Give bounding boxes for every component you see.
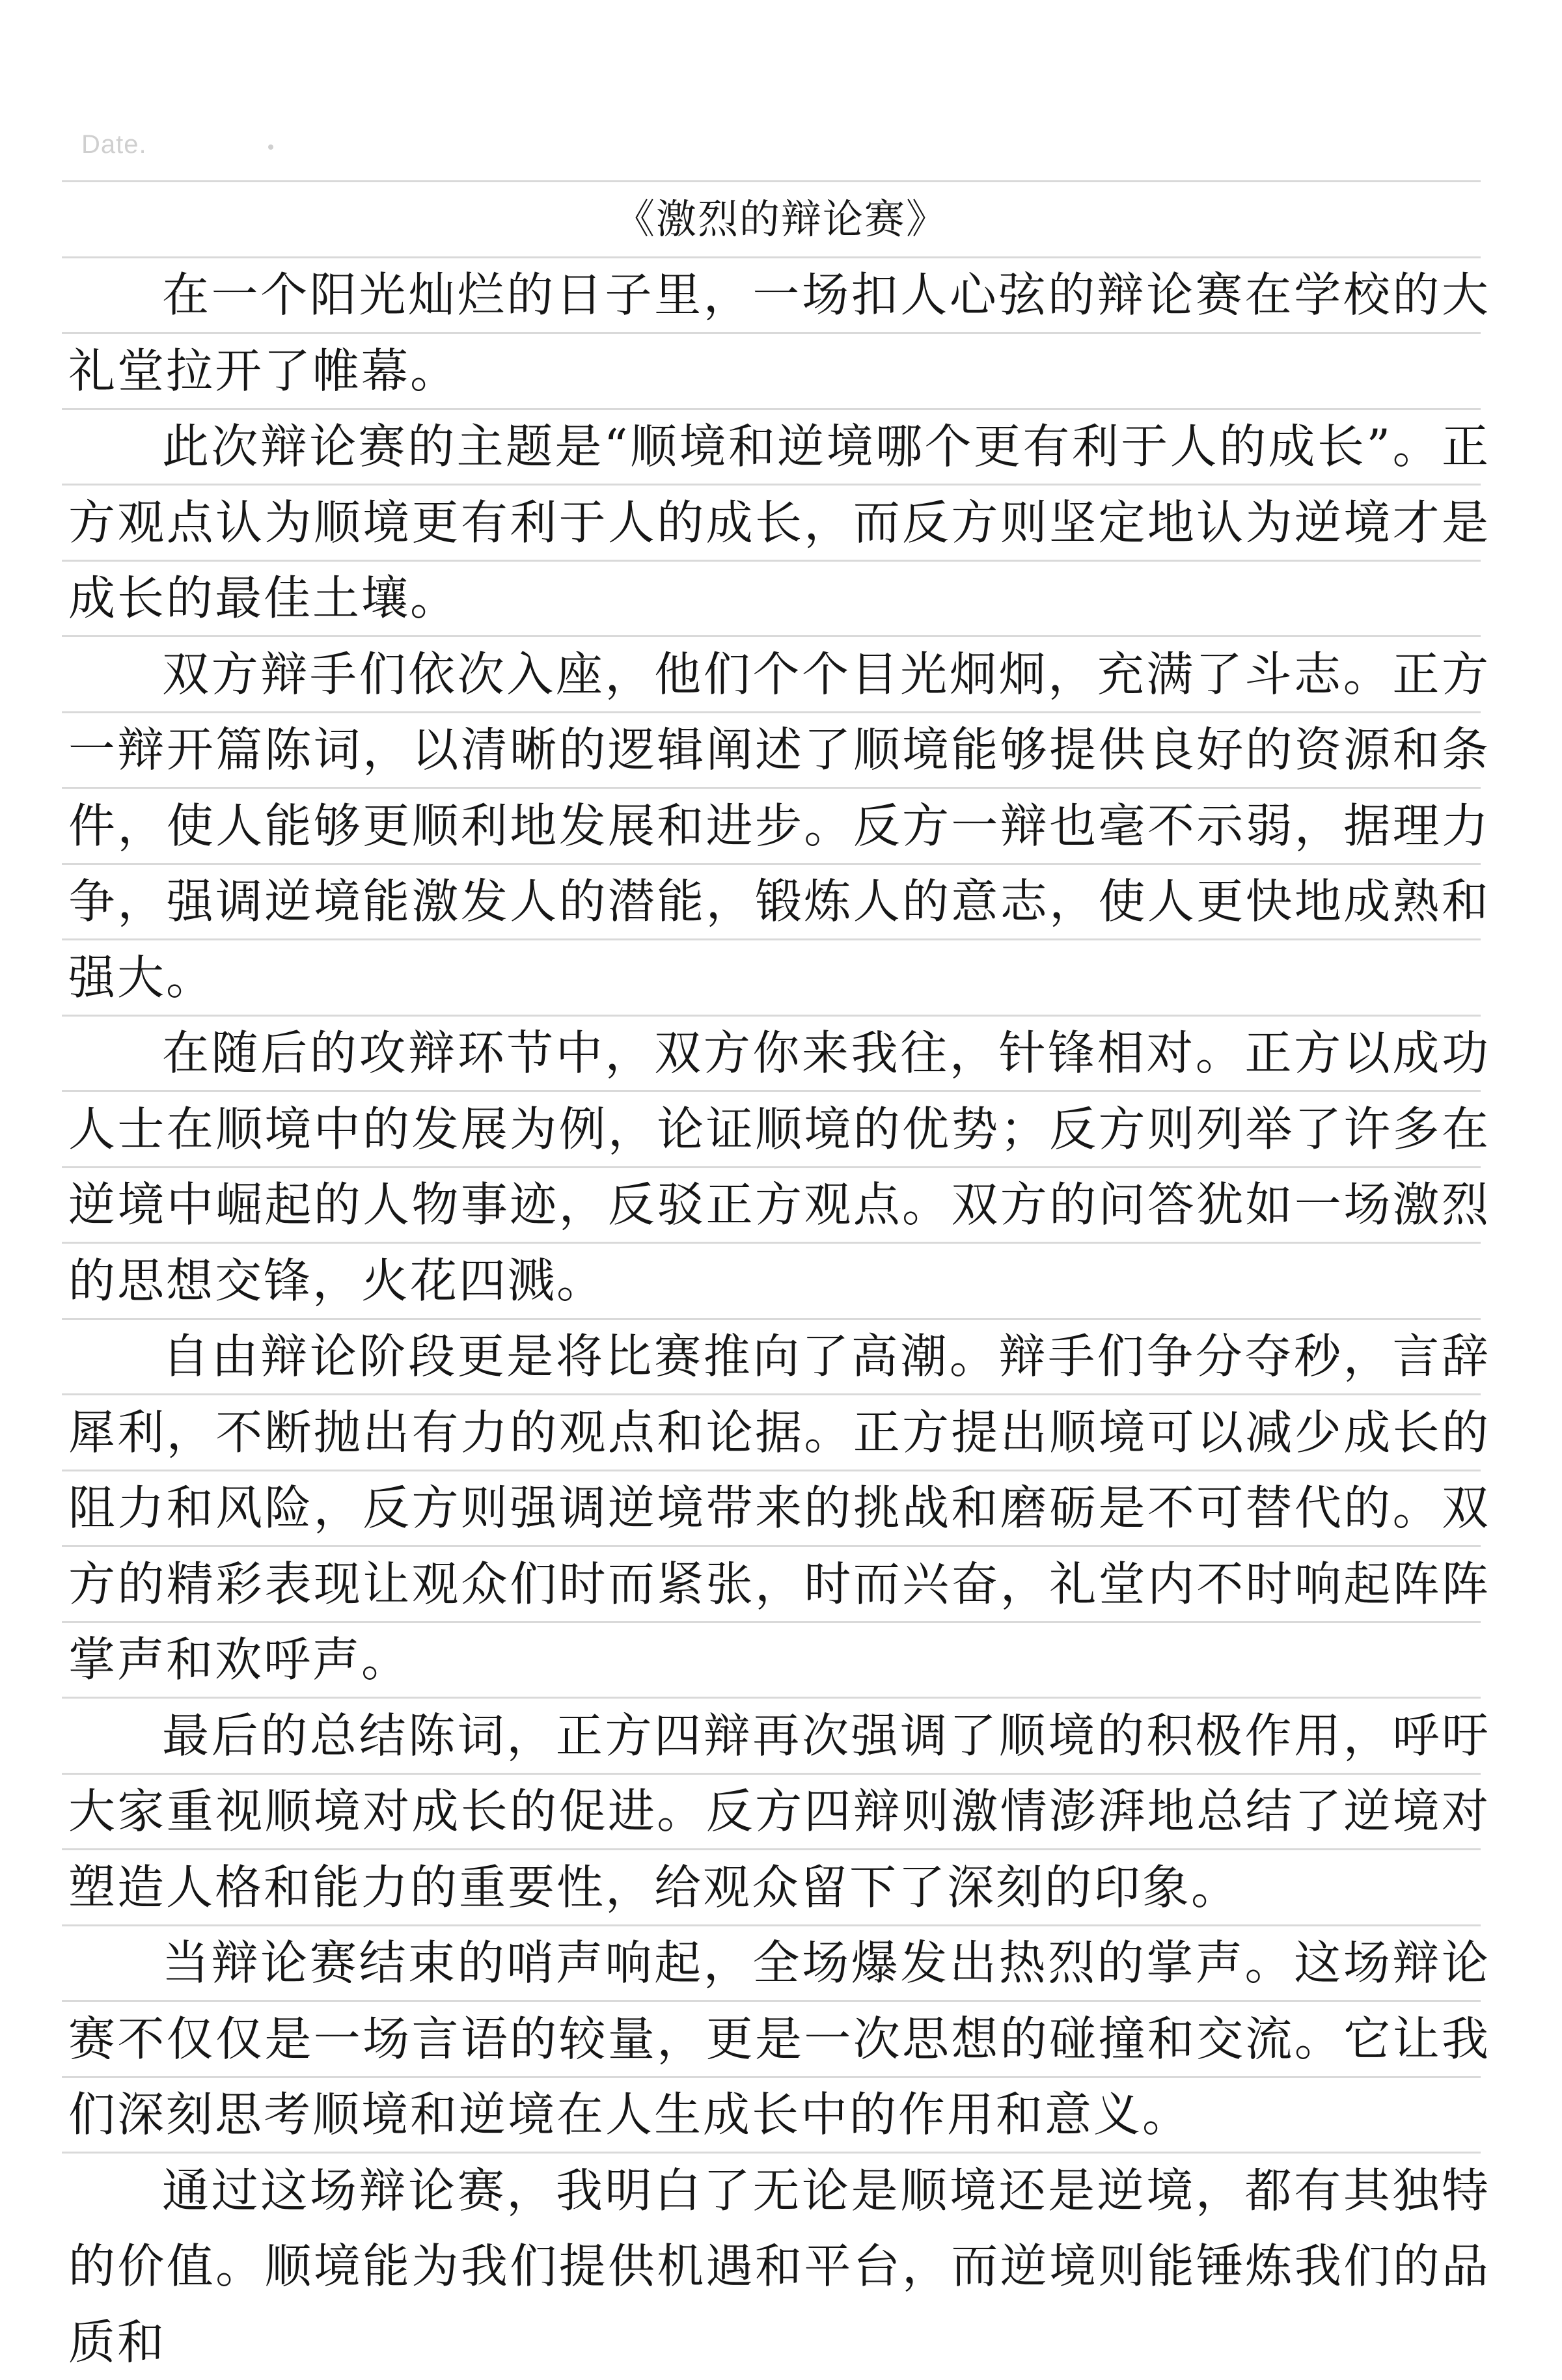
ruled-line [62, 180, 1481, 182]
essay-body [68, 257, 1490, 2380]
paragraph: 通过这场辩论赛，我明白了无论是顺境还是逆境，都有其独特的价值。顺境能为我们提供机遇和平台，而逆境则能锤炼我们的品质和 [68, 2153, 1490, 2380]
essay-title: 《激烈的辩论赛》 [0, 193, 1562, 245]
paragraph: 最后的总结陈词，正方四辩再次强调了顺境的积极作用，呼吁大家重视顺境对成长的促进。反方四辩则激情澎湃地总结了逆境对塑造人格和能力的重要性，给观众留下了深刻的印象。 [68, 1698, 1490, 1926]
paragraph: 在一个阳光灿烂的日子里，一场扣人心弦的辩论赛在学校的大礼堂拉开了帷幕。 [68, 257, 1490, 409]
paragraph: 此次辩论赛的主题是“顺境和逆境哪个更有利于人的成长”。正方观点认为顺境更有利于人的成长，而反方则坚定地认为逆境才是成长的最佳土壤。 [68, 409, 1490, 636]
paragraph: 自由辩论阶段更是将比赛推向了高潮。辩手们争分夺秒，言辞犀利，不断抛出有力的观点和论据。正方提出顺境可以减少成长的阻力和风险，反方则强调逆境带来的挑战和磨砺是不可替代的。双方的精彩表现让观众们时而紧张，时而兴奋，礼堂内不时响起阵阵掌声和欢呼声。 [68, 1319, 1490, 1698]
paragraph: 在随后的攻辩环节中，双方你来我往，针锋相对。正方以成功人士在顺境中的发展为例，论证顺境的优势；反方则列举了许多在逆境中崛起的人物事迹，反驳正方观点。双方的问答犹如一场激烈的思想交锋，火花四溅。 [68, 1015, 1490, 1319]
date-dot [268, 144, 273, 150]
date-label: Date. [81, 130, 147, 159]
paragraph: 当辩论赛结束的哨声响起，全场爆发出热烈的掌声。这场辩论赛不仅仅是一场言语的较量，更是一次思想的碰撞和交流。它让我们深刻思考顺境和逆境在人生成长中的作用和意义。 [68, 1925, 1490, 2153]
paragraph: 双方辩手们依次入座，他们个个目光炯炯，充满了斗志。正方一辩开篇陈词，以清晰的逻辑阐述了顺境能够提供良好的资源和条件，使人能够更顺利地发展和进步。反方一辩也毫不示弱，据理力争，强调逆境能激发人的潜能，锻炼人的意志，使人更快地成熟和强大。 [68, 636, 1490, 1016]
